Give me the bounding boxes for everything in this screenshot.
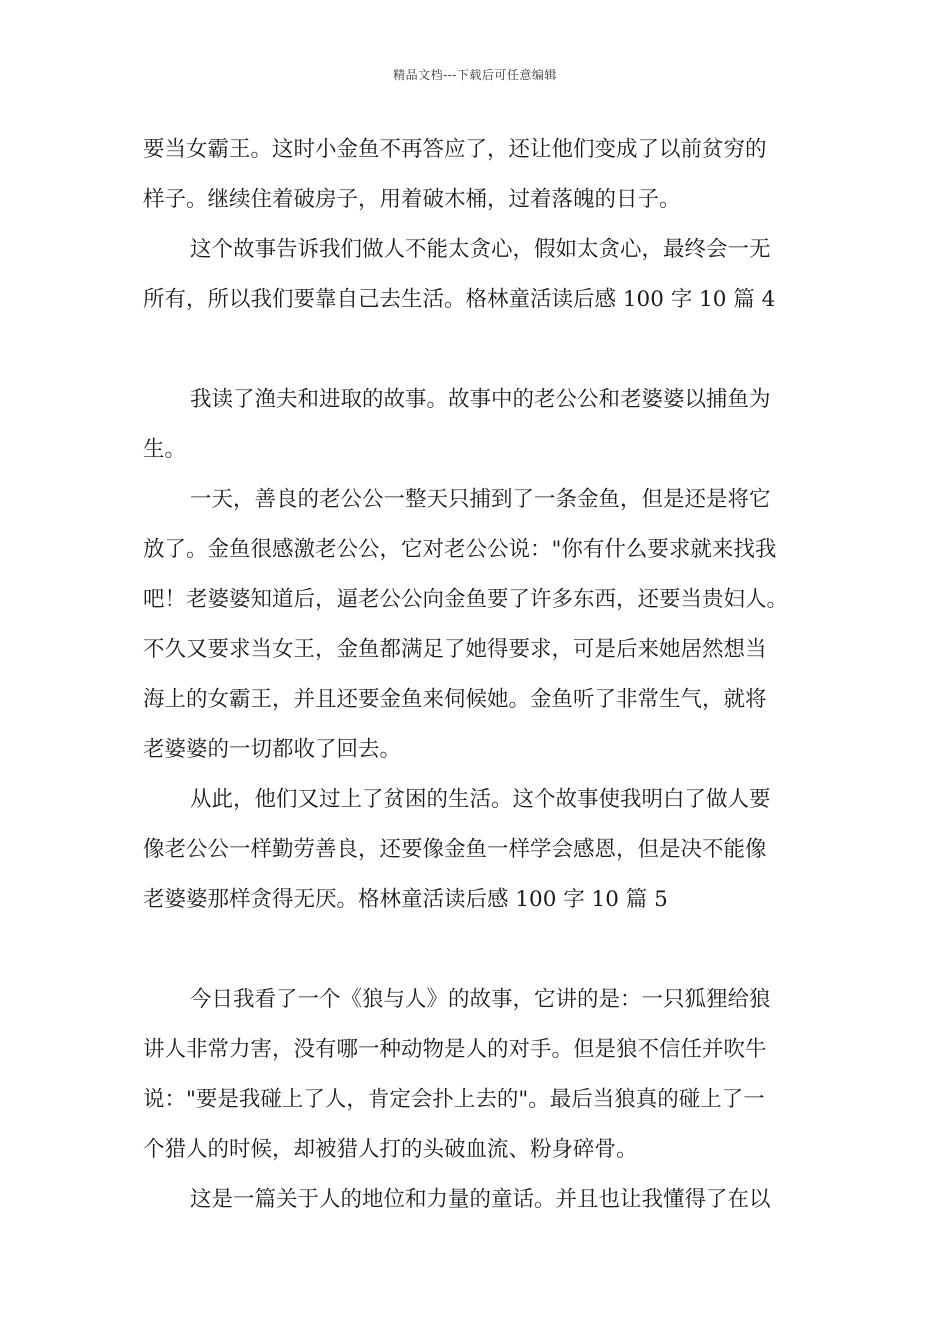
text-line: 海上的女霸王，并且还要金鱼来伺候她。金鱼听了非常生气，就将	[143, 687, 767, 712]
text-line: 老婆婆的一切都收了回去。	[143, 737, 402, 762]
text-line: 说："要是我碰上了人，肯定会扑上去的"。最后当狼真的碰上了一	[143, 1087, 765, 1112]
text-line: 个猎人的时候，却被猎人打的头破血流、粉身碎骨。	[143, 1137, 638, 1162]
text-line: 一天，善良的老公公一整天只捕到了一条金鱼，但是还是将它	[190, 487, 771, 512]
text-line: 生。	[143, 437, 187, 462]
text-line: 我读了渔夫和进取的故事。故事中的老公公和老婆婆以捕鱼为	[190, 387, 771, 412]
blank-line	[143, 925, 813, 975]
text-line: 放了。金鱼很感激老公公，它对老公公说："你有什么要求就来找我	[143, 537, 777, 562]
text-line: 吧！老婆婆知道后，逼老公公向金鱼要了许多东西，还要当贵妇人。	[143, 587, 789, 612]
text-line: 样子。继续住着破房子，用着破木桶，过着落魄的日子。	[143, 187, 681, 212]
text-line: 今日我看了一个《狼与人》的故事，它讲的是：一只狐狸给狼	[190, 987, 771, 1012]
text-line: 这个故事告诉我们做人不能太贪心，假如太贪心，最终会一无	[190, 237, 771, 262]
text-line: 这是一篇关于人的地位和力量的童话。并且也让我懂得了在以	[190, 1187, 771, 1212]
text-line: 从此，他们又过上了贫困的生活。这个故事使我明白了做人要	[190, 787, 771, 812]
text-line: 要当女霸王。这时小金鱼不再答应了，还让他们变成了以前贫穷的	[143, 137, 767, 162]
text-line: 像老公公一样勤劳善良，还要像金鱼一样学会感恩，但是决不能像	[143, 837, 767, 862]
text-line: 讲人非常力害，没有哪一种动物是人的对手。但是狼不信任并吹牛	[143, 1037, 767, 1062]
text-line: 所有，所以我们要靠自己去生活。格林童活读后感 100 字 10 篇 4	[143, 287, 776, 312]
blank-line	[143, 325, 813, 375]
document-body	[143, 125, 813, 1225]
text-line: 不久又要求当女王，金鱼都满足了她得要求，可是后来她居然想当	[143, 637, 767, 662]
page-header: 精品文档---下载后可任意编辑	[393, 68, 557, 82]
text-line: 老婆婆那样贪得无厌。格林童活读后感 100 字 10 篇 5	[143, 887, 668, 912]
